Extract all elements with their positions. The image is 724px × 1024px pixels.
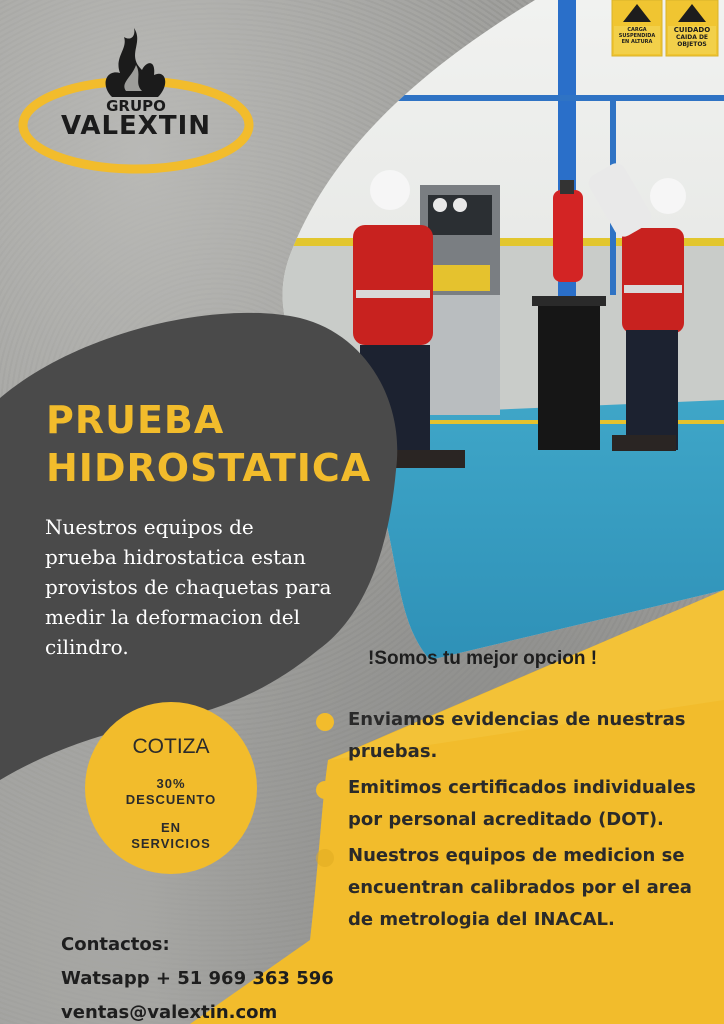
tagline: !Somos tu mejor opcion !	[368, 648, 598, 669]
bullet-dot-icon	[316, 713, 334, 731]
list-item	[316, 840, 721, 936]
list-item	[316, 704, 721, 768]
benefit-line: de metrologia del INACAL.	[348, 909, 615, 930]
benefit-line: Emitimos certificados individuales	[348, 777, 696, 798]
cta-title: COTIZA	[132, 735, 210, 758]
description-line: prueba hidrostatica estan	[45, 545, 306, 569]
title-line: PRUEBA	[46, 398, 225, 442]
list-item	[316, 772, 721, 836]
discount-percent: 30%	[156, 776, 186, 791]
email-address[interactable]: ventas@valextin.com	[61, 1002, 278, 1023]
logo-brand-text: VALEXTIN	[60, 111, 212, 141]
whatsapp-number[interactable]: Watsapp + 51 969 363 596	[61, 968, 334, 989]
description-line: Nuestros equipos de	[45, 515, 254, 539]
benefit-line: Enviamos evidencias de nuestras	[348, 709, 686, 730]
warning-sign-load-label: CARGA SUSPENDIDA EN ALTURA	[618, 27, 656, 45]
benefits-list	[316, 704, 721, 940]
services-prefix: EN	[160, 820, 182, 835]
valextin-logo	[16, 25, 256, 175]
benefit-line: Nuestros equipos de medicion se	[348, 845, 685, 866]
discount-label: DESCUENTO	[125, 792, 217, 807]
contacts-heading: Contactos:	[61, 934, 170, 955]
bullet-dot-icon	[316, 849, 334, 867]
warning-sign-falling-objects-label: CUIDADO CAIDA DE OBJETOS	[673, 26, 711, 48]
bullet-dot-icon	[316, 781, 334, 799]
title-line: HIDROSTATICA	[46, 446, 372, 490]
benefit-line: por personal acreditado (DOT).	[348, 809, 664, 830]
contact-block	[61, 928, 334, 1024]
service-description	[45, 512, 355, 662]
description-line: medir la deformacion del	[45, 605, 301, 629]
benefit-line: encuentran calibrados por el area	[348, 877, 692, 898]
description-line: provistos de chaquetas para	[45, 575, 332, 599]
page-title	[46, 396, 371, 492]
description-line: cilindro.	[45, 635, 129, 659]
logo-group-text: GRUPO	[106, 97, 166, 115]
benefit-line: pruebas.	[348, 741, 438, 762]
services-label: SERVICIOS	[131, 836, 211, 851]
quote-discount-badge	[85, 702, 257, 874]
